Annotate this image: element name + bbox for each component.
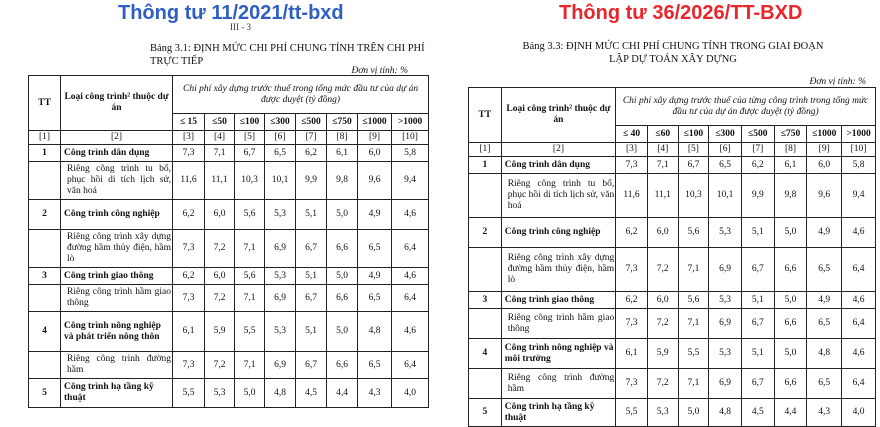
rate-value-cell: 7,3: [173, 352, 205, 379]
rate-value-cell: 5,0: [774, 339, 807, 369]
row-project-type-cell: Riêng công trình xây dựng đường hầm thủy điện, hầm lò: [61, 230, 173, 268]
rate-value-cell: 6,1: [616, 339, 648, 369]
rate-value-cell: 5,9: [647, 339, 678, 369]
rate-value-cell: 9,4: [842, 174, 876, 218]
rate-value-cell: 5,1: [741, 292, 774, 309]
rate-value-cell: 6,5: [709, 157, 742, 174]
column-index-cell: [10]: [392, 131, 429, 145]
row-project-type-cell: Riêng công trình đường hầm: [61, 352, 173, 379]
row-project-type-cell: Công trình công nghiệp: [501, 218, 616, 248]
row-tt-cell: 1: [469, 157, 502, 174]
row-tt-cell: [29, 162, 61, 200]
row-tt-cell: [469, 369, 502, 399]
rate-value-cell: 6,2: [741, 157, 774, 174]
rate-value-cell: 6,2: [616, 218, 648, 248]
rate-value-cell: 4,6: [392, 312, 429, 352]
row-project-type-cell: Công trình nông nghiệp và phát triển nông thôn: [61, 312, 173, 352]
right-table-body: [469, 88, 876, 427]
row-project-type-cell: Riêng công trình tu bổ, phục hồi di tích lịch sử, văn hoá: [501, 174, 616, 218]
row-tt-cell: [469, 309, 502, 339]
column-index-cell: [6]: [265, 131, 296, 145]
rate-value-cell: 5,3: [265, 312, 296, 352]
rate-value-cell: 11,6: [616, 174, 648, 218]
rate-value-cell: 5,5: [616, 399, 648, 427]
rate-value-cell: 6,1: [327, 145, 358, 162]
rate-value-cell: 6,7: [296, 352, 327, 379]
right-norm-table: [468, 87, 876, 427]
column-index-cell: [8]: [774, 143, 807, 157]
rate-value-cell: 6,0: [647, 218, 678, 248]
rate-value-cell: 5,0: [327, 312, 358, 352]
column-index-cell: [2]: [501, 143, 616, 157]
rate-value-cell: 6,0: [358, 145, 392, 162]
rate-value-cell: 4,0: [842, 399, 876, 427]
rate-value-cell: 4,6: [392, 200, 429, 230]
column-index-cell: [8]: [327, 131, 358, 145]
rate-value-cell: 6,5: [358, 352, 392, 379]
row-project-type-cell: Riêng công trình xây dựng đường hầm thủy điện, hầm lò: [501, 248, 616, 292]
cost-band-cell: ≤ 15: [173, 114, 205, 131]
cost-band-column-header: Chi phí xây dựng trước thuế của từng công trình trong tổng mức đầu tư của dự án được duyệt (tỷ đồng): [616, 88, 876, 126]
rate-value-cell: 6,9: [265, 230, 296, 268]
rate-value-cell: 5,5: [678, 339, 709, 369]
table-row: [469, 399, 876, 427]
rate-value-cell: 7,1: [205, 145, 235, 162]
table-row: [29, 312, 429, 352]
rate-value-cell: 6,4: [392, 285, 429, 312]
rate-value-cell: 5,1: [296, 268, 327, 285]
rate-value-cell: 7,2: [647, 369, 678, 399]
rate-value-cell: 7,2: [205, 352, 235, 379]
rate-value-cell: 6,4: [842, 309, 876, 339]
row-tt-cell: 5: [469, 399, 502, 427]
rate-value-cell: 7,3: [616, 309, 648, 339]
tt-column-header: TT: [469, 88, 502, 143]
row-project-type-cell: Công trình nông nghiệp và môi trường: [501, 339, 616, 369]
rate-value-cell: 6,0: [205, 200, 235, 230]
rate-value-cell: 5,3: [709, 292, 742, 309]
table-row: [29, 268, 429, 285]
column-index-cell: [4]: [647, 143, 678, 157]
rate-value-cell: 4,6: [392, 268, 429, 285]
cost-band-cell: ≤1000: [358, 114, 392, 131]
rate-value-cell: 7,1: [678, 309, 709, 339]
rate-value-cell: 4,8: [358, 312, 392, 352]
rate-value-cell: 4,9: [807, 292, 842, 309]
row-tt-cell: 4: [29, 312, 61, 352]
rate-value-cell: 7,2: [205, 230, 235, 268]
rate-value-cell: 7,1: [647, 157, 678, 174]
row-tt-cell: [29, 230, 61, 268]
table-row: [29, 285, 429, 312]
rate-value-cell: 6,9: [709, 309, 742, 339]
rate-value-cell: 6,5: [358, 285, 392, 312]
left-table-caption: [0, 42, 434, 68]
table-header-row: [469, 88, 876, 126]
row-tt-cell: 4: [469, 339, 502, 369]
rate-value-cell: 6,5: [358, 230, 392, 268]
column-index-cell: [9]: [358, 131, 392, 145]
rate-value-cell: 4,6: [842, 339, 876, 369]
rate-value-cell: 6,0: [205, 268, 235, 285]
rate-value-cell: 6,0: [807, 157, 842, 174]
cost-band-cell: ≤60: [647, 126, 678, 143]
table-row: [29, 352, 429, 379]
left-norm-table: [28, 75, 429, 408]
table-row: [469, 157, 876, 174]
rate-value-cell: 5,8: [842, 157, 876, 174]
rate-value-cell: 6,4: [392, 230, 429, 268]
right-header-title: Thông tư 36/2026/TT-BXD: [559, 2, 803, 24]
row-tt-cell: [29, 285, 61, 312]
tt-column-header: TT: [29, 76, 61, 131]
row-tt-cell: 3: [469, 292, 502, 309]
column-index-cell: [1]: [469, 143, 502, 157]
column-index-cell: [7]: [296, 131, 327, 145]
table-row: [469, 309, 876, 339]
rate-value-cell: 7,2: [647, 309, 678, 339]
rate-value-cell: 5,1: [741, 339, 774, 369]
rate-value-cell: 6,5: [807, 369, 842, 399]
rate-value-cell: 6,9: [709, 369, 742, 399]
column-index-cell: [9]: [807, 143, 842, 157]
rate-value-cell: 4,5: [741, 399, 774, 427]
table-row: [469, 339, 876, 369]
table-row: [469, 174, 876, 218]
row-tt-cell: [469, 174, 502, 218]
row-project-type-cell: Công trình giao thông: [501, 292, 616, 309]
rate-value-cell: 10,3: [235, 162, 265, 200]
rate-value-cell: 9,8: [327, 162, 358, 200]
rate-value-cell: 6,1: [173, 312, 205, 352]
left-document-panel: [0, 0, 434, 423]
rate-value-cell: 7,3: [173, 230, 205, 268]
row-tt-cell: [469, 248, 502, 292]
left-caption-line: Bảng 3.1: ĐỊNH MỨC CHI PHÍ CHUNG TÍNH TRÊN CHI PHÍ TRỰC TIẾP: [150, 43, 425, 67]
row-tt-cell: 3: [29, 268, 61, 285]
table-row: [29, 145, 429, 162]
rate-value-cell: 6,6: [327, 352, 358, 379]
rate-value-cell: 6,9: [709, 248, 742, 292]
row-project-type-cell: Riêng công trình hầm giao thông: [501, 309, 616, 339]
row-project-type-cell: Công trình công nghiệp: [61, 200, 173, 230]
rate-value-cell: 6,6: [774, 309, 807, 339]
right-caption-line-1: Bảng 3.3: ĐỊNH MỨC CHI PHÍ CHUNG TÍNH TRONG GIAI ĐOẠN: [522, 41, 824, 52]
rate-value-cell: 7,3: [616, 369, 648, 399]
cost-band-cell: ≤500: [296, 114, 327, 131]
rate-value-cell: 4,0: [392, 379, 429, 408]
right-unit-label: Đơn vị tính: %: [809, 77, 866, 87]
left-unit-label: Đơn vị tính: %: [351, 66, 408, 76]
row-project-type-cell: Công trình hạ tầng kỹ thuật: [501, 399, 616, 427]
left-header-title: Thông tư 11/2021/tt-bxd: [118, 2, 344, 24]
rate-value-cell: 6,9: [265, 285, 296, 312]
rate-value-cell: 6,9: [265, 352, 296, 379]
rate-value-cell: 6,5: [265, 145, 296, 162]
column-index-cell: [4]: [205, 131, 235, 145]
column-index-cell: [10]: [842, 143, 876, 157]
rate-value-cell: 5,9: [205, 312, 235, 352]
rate-value-cell: 6,6: [327, 285, 358, 312]
cost-band-column-header: Chi phí xây dựng trước thuế trong tổng mức đầu tư của dự án được duyệt (tỷ đồng): [173, 76, 429, 114]
rate-value-cell: 7,1: [235, 285, 265, 312]
rate-value-cell: 4,4: [774, 399, 807, 427]
rate-value-cell: 5,6: [235, 268, 265, 285]
rate-value-cell: 5,6: [678, 292, 709, 309]
cost-band-cell: ≤1000: [807, 126, 842, 143]
rate-value-cell: 4,4: [327, 379, 358, 408]
rate-value-cell: 5,1: [296, 200, 327, 230]
table-row: [469, 292, 876, 309]
rate-value-cell: 7,2: [205, 285, 235, 312]
row-project-type-cell: Công trình hạ tầng kỹ thuật: [61, 379, 173, 408]
rate-value-cell: 7,3: [173, 285, 205, 312]
row-project-type-cell: Công trình giao thông: [61, 268, 173, 285]
rate-value-cell: 5,0: [327, 200, 358, 230]
rate-value-cell: 11,6: [173, 162, 205, 200]
rate-value-cell: 6,7: [296, 230, 327, 268]
rate-value-cell: 6,5: [807, 248, 842, 292]
rate-value-cell: 5,6: [235, 200, 265, 230]
rate-value-cell: 5,0: [774, 292, 807, 309]
rate-value-cell: 11,1: [647, 174, 678, 218]
column-index-cell: [6]: [709, 143, 742, 157]
rate-value-cell: 5,3: [265, 200, 296, 230]
rate-value-cell: 4,8: [807, 339, 842, 369]
table-row: [469, 369, 876, 399]
table-header-row: [29, 76, 429, 114]
rate-value-cell: 5,6: [678, 218, 709, 248]
rate-value-cell: 4,9: [358, 200, 392, 230]
rate-value-cell: 4,6: [842, 292, 876, 309]
row-project-type-cell: Công trình dân dụng: [61, 145, 173, 162]
column-index-cell: [5]: [235, 131, 265, 145]
cost-band-cell: ≤300: [709, 126, 742, 143]
row-project-type-cell: Riêng công trình đường hầm: [501, 369, 616, 399]
rate-value-cell: 5,5: [173, 379, 205, 408]
column-index-cell: [1]: [29, 131, 61, 145]
row-tt-cell: 1: [29, 145, 61, 162]
rate-value-cell: 5,0: [235, 379, 265, 408]
rate-value-cell: 5,1: [741, 218, 774, 248]
rate-value-cell: 6,7: [296, 285, 327, 312]
rate-value-cell: 7,1: [678, 369, 709, 399]
right-caption-line-2: LẬP DỰ TOÁN XÂY DỰNG: [609, 54, 737, 65]
rate-value-cell: 7,2: [647, 248, 678, 292]
rate-value-cell: 4,9: [807, 218, 842, 248]
row-project-type-cell: Công trình dân dụng: [501, 157, 616, 174]
rate-value-cell: 9,6: [358, 162, 392, 200]
rate-value-cell: 5,3: [647, 399, 678, 427]
table-row: [469, 218, 876, 248]
rate-value-cell: 6,2: [296, 145, 327, 162]
cost-band-cell: ≤750: [774, 126, 807, 143]
rate-value-cell: 10,1: [709, 174, 742, 218]
rate-value-cell: 4,5: [296, 379, 327, 408]
right-table-caption: [466, 40, 880, 66]
cost-band-cell: ≤300: [265, 114, 296, 131]
rate-value-cell: 6,7: [741, 309, 774, 339]
rate-value-cell: 5,3: [265, 268, 296, 285]
rate-value-cell: 7,1: [235, 352, 265, 379]
left-table-body: [29, 76, 429, 408]
rate-value-cell: 7,3: [616, 157, 648, 174]
rate-value-cell: 5,3: [205, 379, 235, 408]
cost-band-cell: ≤500: [741, 126, 774, 143]
rate-value-cell: 9,4: [392, 162, 429, 200]
rate-value-cell: 6,5: [807, 309, 842, 339]
rate-value-cell: 9,6: [807, 174, 842, 218]
rate-value-cell: 11,1: [205, 162, 235, 200]
rate-value-cell: 6,4: [842, 248, 876, 292]
cost-band-cell: ≤750: [327, 114, 358, 131]
table-row: [29, 379, 429, 408]
rate-value-cell: 6,4: [392, 352, 429, 379]
rate-value-cell: 6,7: [235, 145, 265, 162]
column-index-cell: [3]: [616, 143, 648, 157]
rate-value-cell: 5,0: [774, 218, 807, 248]
row-tt-cell: 5: [29, 379, 61, 408]
rate-value-cell: 6,6: [774, 248, 807, 292]
right-document-panel: [466, 0, 880, 423]
column-index-cell: [7]: [741, 143, 774, 157]
rate-value-cell: 6,1: [774, 157, 807, 174]
rate-value-cell: 4,8: [265, 379, 296, 408]
rate-value-cell: 6,2: [173, 268, 205, 285]
rate-value-cell: 10,3: [678, 174, 709, 218]
rate-value-cell: 5,1: [296, 312, 327, 352]
rate-value-cell: 5,0: [327, 268, 358, 285]
cost-band-cell: >1000: [392, 114, 429, 131]
rate-value-cell: 7,3: [173, 145, 205, 162]
row-tt-cell: 2: [469, 218, 502, 248]
table-row: [469, 248, 876, 292]
rate-value-cell: 9,9: [296, 162, 327, 200]
rate-value-cell: 6,0: [647, 292, 678, 309]
column-index-cell: [5]: [678, 143, 709, 157]
table-row: [29, 162, 429, 200]
rate-value-cell: 5,3: [709, 339, 742, 369]
row-tt-cell: [29, 352, 61, 379]
rate-value-cell: 9,8: [774, 174, 807, 218]
cost-band-cell: ≤100: [678, 126, 709, 143]
rate-value-cell: 5,8: [392, 145, 429, 162]
rate-value-cell: 5,3: [709, 218, 742, 248]
rate-value-cell: 4,3: [358, 379, 392, 408]
rate-value-cell: 6,7: [741, 248, 774, 292]
project-type-column-header: Loại công trình² thuộc dự án: [61, 76, 173, 131]
rate-value-cell: 5,5: [235, 312, 265, 352]
column-index-cell: [3]: [173, 131, 205, 145]
rate-value-cell: 6,6: [774, 369, 807, 399]
table-row: [29, 200, 429, 230]
table-row: [29, 230, 429, 268]
rate-value-cell: 5,0: [678, 399, 709, 427]
row-project-type-cell: Riêng công trình tu bổ, phục hồi di tích lịch sử, văn hoá: [61, 162, 173, 200]
rate-value-cell: 10,1: [265, 162, 296, 200]
rate-value-cell: 6,7: [741, 369, 774, 399]
rate-value-cell: 6,4: [842, 369, 876, 399]
rate-value-cell: 6,7: [678, 157, 709, 174]
column-index-row: [469, 143, 876, 157]
cost-band-cell: ≤50: [205, 114, 235, 131]
rate-value-cell: 6,2: [616, 292, 648, 309]
rate-value-cell: 9,9: [741, 174, 774, 218]
cost-band-cell: >1000: [842, 126, 876, 143]
column-index-row: [29, 131, 429, 145]
rate-value-cell: 7,1: [678, 248, 709, 292]
cost-band-cell: ≤ 40: [616, 126, 648, 143]
row-project-type-cell: Riêng công trình hầm giao thông: [61, 285, 173, 312]
rate-value-cell: 7,3: [616, 248, 648, 292]
page-number: III - 3: [230, 22, 251, 32]
cost-band-cell: ≤100: [235, 114, 265, 131]
project-type-column-header: Loại công trình² thuộc dự án: [501, 88, 616, 143]
rate-value-cell: 4,9: [358, 268, 392, 285]
rate-value-cell: 4,8: [709, 399, 742, 427]
rate-value-cell: 6,6: [327, 230, 358, 268]
rate-value-cell: 4,3: [807, 399, 842, 427]
rate-value-cell: 6,2: [173, 200, 205, 230]
row-tt-cell: 2: [29, 200, 61, 230]
rate-value-cell: 7,1: [235, 230, 265, 268]
column-index-cell: [2]: [61, 131, 173, 145]
rate-value-cell: 4,6: [842, 218, 876, 248]
